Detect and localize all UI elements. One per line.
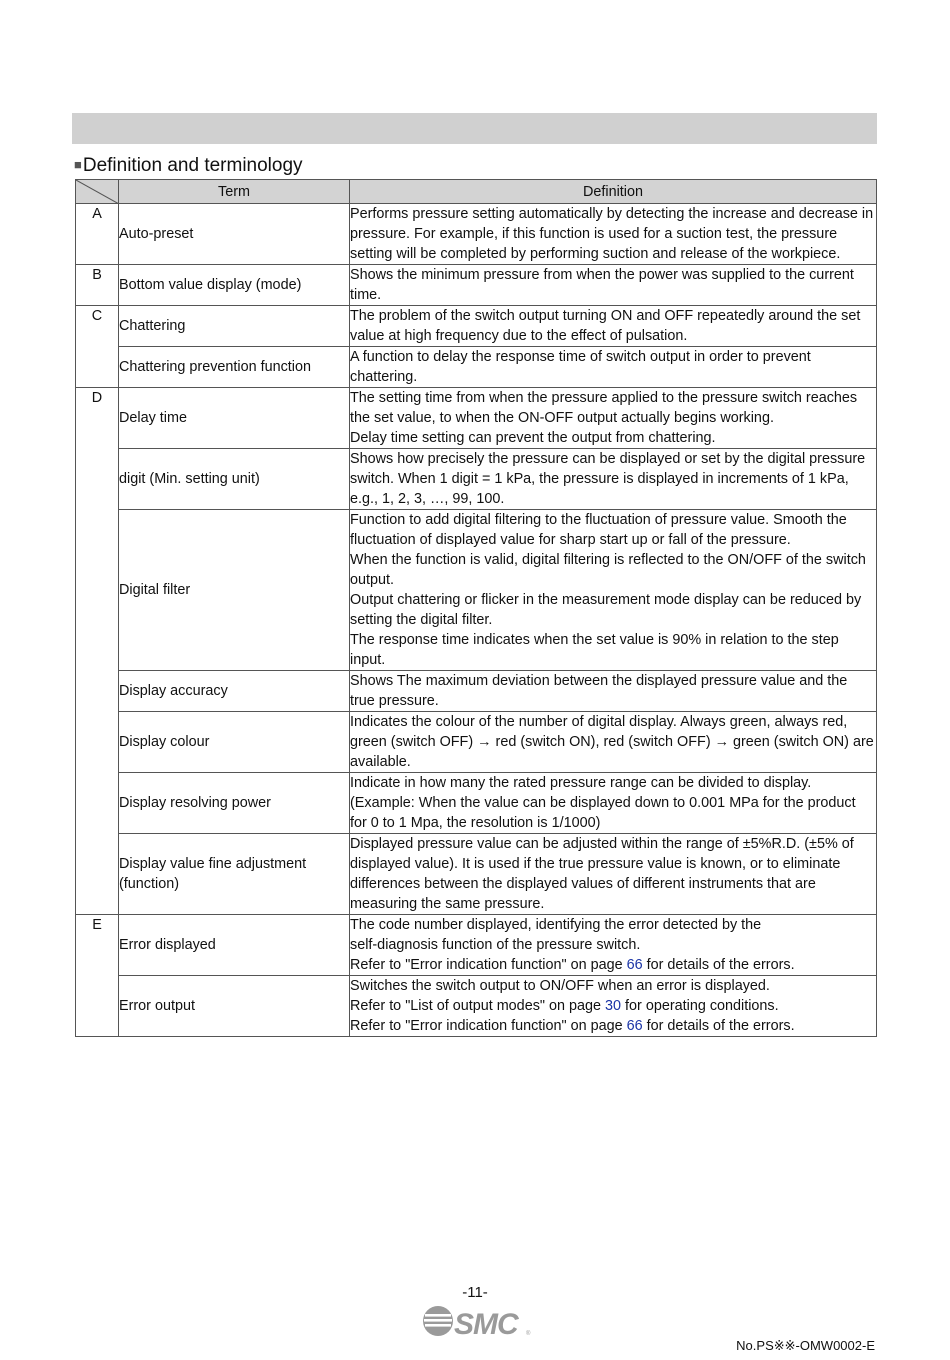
term-cell: Error output: [119, 976, 350, 1037]
definition-cell: [350, 915, 877, 976]
term-cell: Display colour: [119, 712, 350, 773]
definition-text: Indicate in how many the rated pressure range can be divided to display. (Example: When the value can be displayed down to 0.001 MPa for the product for 0 to 1 Mpa, the resolution is 1/1000): [350, 775, 856, 831]
table-row: [76, 510, 877, 671]
header-term: Term: [119, 180, 350, 204]
diagonal-line-icon: [76, 180, 119, 204]
definition-cell: [350, 773, 877, 834]
definition-cell: [350, 510, 877, 671]
table-row: [76, 204, 877, 265]
term-cell: digit (Min. setting unit): [119, 449, 350, 510]
table-row: [76, 773, 877, 834]
table-row: [76, 265, 877, 306]
definition-text: Function to add digital filtering to the fluctuation of pressure value. Smooth the fluctuation of displayed value for sharp start up or fall of the pressure.: [350, 512, 847, 548]
definition-text: Refer to "Error indication function" on page: [350, 1018, 627, 1034]
square-bullet-icon: ■: [74, 157, 82, 172]
definition-cell: [350, 306, 877, 347]
definition-line: [350, 955, 876, 975]
definition-cell: [350, 834, 877, 915]
table-row: [76, 449, 877, 510]
table-row: [76, 834, 877, 915]
term-cell: Display resolving power: [119, 773, 350, 834]
definition-text: Displayed pressure value can be adjusted within the range of ±5%R.D. (±5% of displayed value). It is used if the true pressure value is known, or to eliminate differences between the displayed values of different instruments that are measuring the same pressure.: [350, 836, 854, 912]
table-row: [76, 671, 877, 712]
definition-line: Switches the switch output to ON/OFF when an error is displayed.: [350, 978, 770, 994]
definition-text: Delay time setting can prevent the output from chattering.: [350, 430, 716, 446]
term-cell: Digital filter: [119, 510, 350, 671]
definition-text: The setting time from when the pressure applied to the pressure switch reaches the set value, to when the ON-OFF output actually begins working.: [350, 390, 858, 426]
table-row: [76, 388, 877, 449]
smc-logo: [422, 1304, 532, 1338]
table-row: [76, 976, 877, 1037]
terminology-table: [75, 179, 877, 1037]
term-cell: Auto-preset: [119, 204, 350, 265]
term-cell: Chattering: [119, 306, 350, 347]
page-reference-link[interactable]: 30: [605, 998, 622, 1014]
definition-cell: [350, 347, 877, 388]
definition-text: Performs pressure setting automatically by detecting the increase and decrease in pressure. For example, if this function is used for a suction test, the pressure setting will be completed by performing suction and release of the workpiece.: [350, 206, 874, 262]
page-reference-link[interactable]: 66: [626, 1018, 643, 1034]
group-letter: E: [76, 915, 119, 1037]
definition-text: The problem of the switch output turning ON and OFF repeatedly around the set value at high frequency due to the effect of pulsation.: [350, 308, 861, 344]
table-row: [76, 347, 877, 388]
definition-cell: [350, 976, 877, 1037]
term-cell: Error displayed: [119, 915, 350, 976]
table-row: [76, 306, 877, 347]
term-cell: Delay time: [119, 388, 350, 449]
definition-text: Output chattering or flicker in the measurement mode display can be reduced by setting the digital filter.: [350, 592, 862, 628]
definition-cell: [350, 712, 877, 773]
definition-line: self-diagnosis function of the pressure switch.: [350, 937, 641, 953]
definition-line: The code number displayed, identifying the error detected by the: [350, 917, 762, 933]
definition-text: Refer to "Error indication function" on page: [350, 957, 627, 973]
term-cell: Display accuracy: [119, 671, 350, 712]
group-letter: B: [76, 265, 119, 306]
table-row: [76, 712, 877, 773]
group-letter: C: [76, 306, 119, 388]
definition-line: [350, 996, 876, 1016]
header-definition: Definition: [350, 180, 877, 204]
definition-text: When the function is valid, digital filtering is reflected to the ON/OFF of the switch output.: [350, 552, 866, 588]
definition-text: Shows the minimum pressure from when the power was supplied to the current time.: [350, 267, 854, 303]
definition-text: The response time indicates when the set value is 90% in relation to the step input.: [350, 632, 839, 668]
definition-text: Refer to "List of output modes" on page: [350, 998, 606, 1014]
definition-text: Shows The maximum deviation between the displayed pressure value and the true pressure.: [350, 673, 848, 709]
term-cell: Display value fine adjustment (function): [119, 834, 350, 915]
section-header-bar: [72, 113, 877, 144]
section-title: [74, 153, 303, 178]
group-letter: A: [76, 204, 119, 265]
svg-text:SMC: SMC: [454, 1308, 518, 1338]
definition-line: [350, 1016, 876, 1036]
definition-cell: [350, 671, 877, 712]
definition-text: for details of the errors.: [642, 1018, 795, 1034]
definition-cell: [350, 265, 877, 306]
definition-text: Indicates the colour of the number of digital display. Always green, always red, green (switch OFF) → red (switch ON), red (switch OFF) → green (switch ON) are available.: [350, 714, 874, 770]
page-number: -11-: [462, 1284, 488, 1301]
svg-text:®: ®: [526, 1331, 531, 1337]
page-reference-link[interactable]: 66: [626, 957, 643, 973]
definition-text: for details of the errors.: [642, 957, 795, 973]
term-cell: Bottom value display (mode): [119, 265, 350, 306]
section-title-text: Definition and terminology: [82, 155, 303, 176]
definition-text: A function to delay the response time of switch output in order to prevent chattering.: [350, 349, 811, 385]
table-header-row: [76, 180, 877, 204]
definition-text: for operating conditions.: [621, 998, 779, 1014]
document-number: No.PS※※-OMW0002-E: [736, 1338, 875, 1353]
group-letter: D: [76, 388, 119, 915]
definition-cell: [350, 388, 877, 449]
header-corner-cell: [76, 180, 119, 204]
definition-cell: [350, 449, 877, 510]
definition-text: Shows how precisely the pressure can be displayed or set by the digital pressure switch. When 1 digit = 1 kPa, the pressure is displayed in increments of 1 kPa, e.g., 1, 2, 3, …, 99, 100.: [350, 451, 866, 507]
table-row: [76, 915, 877, 976]
definition-cell: [350, 204, 877, 265]
term-cell: Chattering prevention function: [119, 347, 350, 388]
